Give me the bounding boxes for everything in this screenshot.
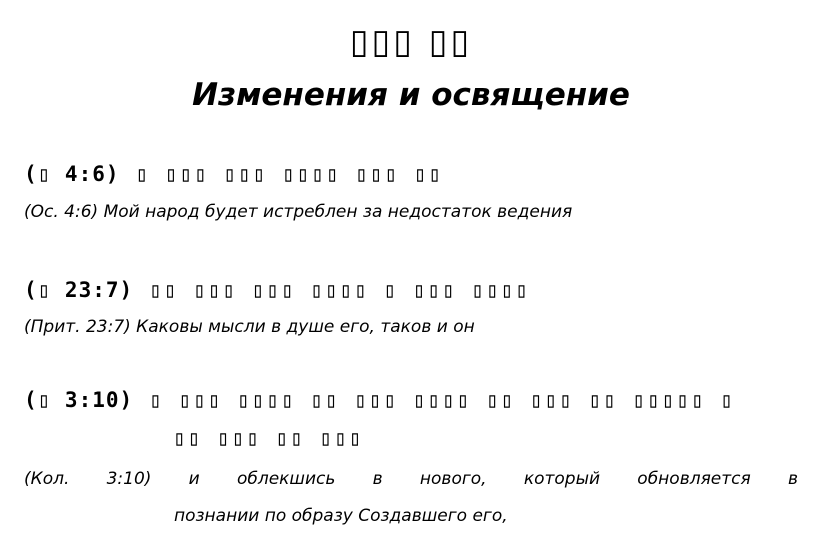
verse-2-original [24,276,804,304]
verse-3-translation: (Кол. 3:10) и облекшись в нового, который обновляется в [24,469,798,489]
verse-3-original [24,386,804,414]
verse-2-text: ▯▯ ▯▯▯ ▯▯▯ ▯▯▯▯ ▯ ▯▯▯ ▯▯▯▯ [149,278,530,302]
verse-1-reference: (▯ 4:6) [24,162,120,186]
verse-2-translation: (Прит. 23:7) Каковы мысли в душе его, таков и он [24,317,475,337]
verse-3-translation-continued: познании по образу Создавшего его, [174,506,508,526]
slide-subtitle: Изменения и освящение [192,77,630,113]
verse-3-reference: (▯ 3:10) [24,388,134,412]
verse-1-translation: (Ос. 4:6) Мой народ будет истреблен за недостаток ведения [24,202,573,222]
verse-3-text: ▯ ▯▯▯ ▯▯▯▯ ▯▯ ▯▯▯ ▯▯▯▯ ▯▯ ▯▯▯ ▯▯ ▯▯▯▯▯ ▯ [149,388,735,412]
verse-2-reference: (▯ 23:7) [24,278,134,302]
slide-title: ▯▯▯ ▯▯ [349,22,473,62]
verse-1-original [24,160,804,188]
verse-3-text-continued: ▯▯ ▯▯▯ ▯▯ ▯▯▯ [173,426,364,450]
verse-1-text: ▯ ▯▯▯ ▯▯▯ ▯▯▯▯ ▯▯▯ ▯▯ [135,162,444,186]
